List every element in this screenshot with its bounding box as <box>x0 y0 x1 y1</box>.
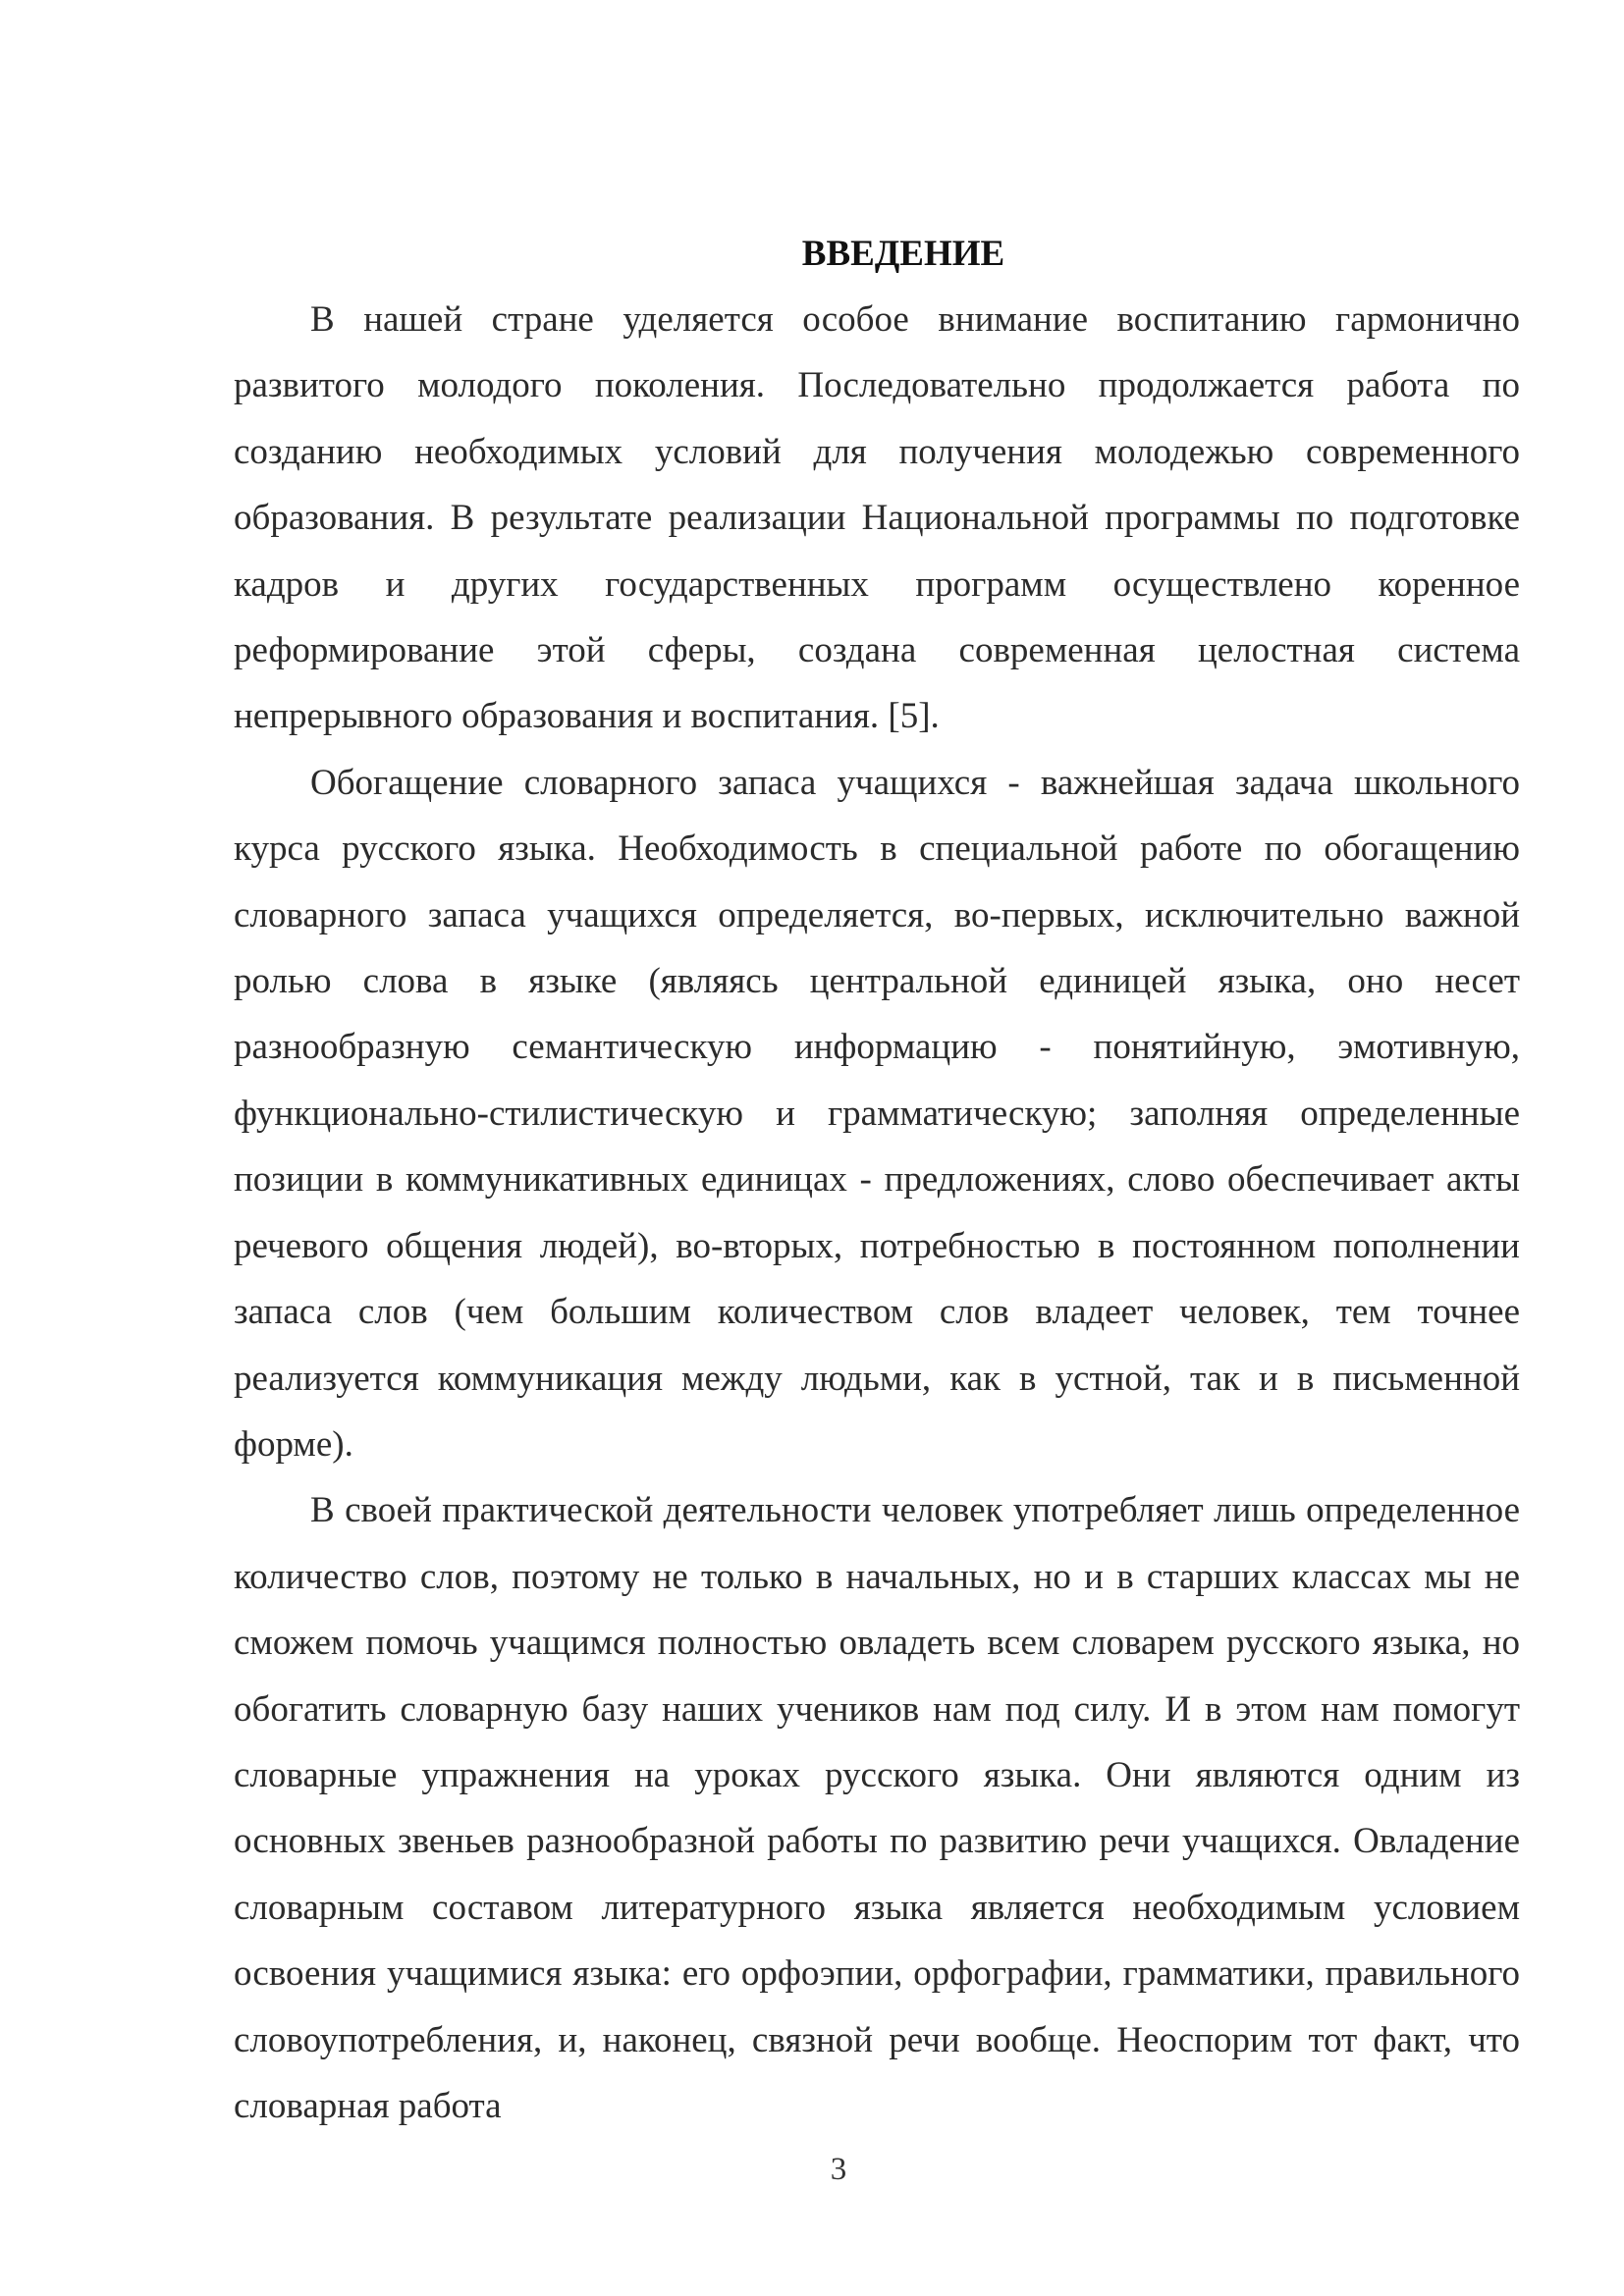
paragraph-3: В своей практической деятельности человек употребляет лишь определенное количество слов, поэтому не только в начальных, но и в старших классах мы не сможем помочь учащимся полностью овладеть всем словарем русского языка, но обогатить словарную базу наших учеников нам под силу. И в этом нам помогут словарные упражнения на уроках русского языка. Они являются одним из основных звеньев разнообразной работы по развитию речи учащихся. Овладение словарным составом литературного языка является необходимым условием освоения учащимися языка: его орфоэпии, орфографии, грамматики, правильного словоупотребления, и, наконец, связной речи вообще. Неоспорим тот факт, что словарная работа <box>234 1490 1520 2126</box>
paragraph-2: Обогащение словарного запаса учащихся - важнейшая задача школьного курса русского языка. Необходимость в специальной работе по обогащению словарного запаса учащихся определяется, во-первых, исключительно важной ролью слова в языке (являясь центральной единицей языка, оно несет разнообразную семантическую информацию - понятийную, эмотивную, функционально-стилистическую и грамматическую; заполняя определенные позиции в коммуникативных единицах - предложениях, слово обеспечивает акты речевого общения людей), во-вторых, потребностью в постоянном пополнении запаса слов (чем большим количеством слов владеет человек, тем точнее реализуется коммуникация между людьми, как в устной, так и в письменной форме). <box>234 762 1520 1465</box>
page-number <box>0 2158 1624 2181</box>
page-number-text: 3 <box>830 2158 847 2181</box>
paragraph-1: В нашей стране уделяется особое внимание воспитанию гармонично развитого молодого поколения. Последовательно продолжается работа по созданию необходимых условий для получения молодежью современного образования. В результате реализации Национальной программы по подготовке кадров и других государственных программ осуществлено коренное реформирование этой сферы, создана современная целостная система непрерывного образования и воспитания. [5]. <box>234 299 1520 737</box>
text-block <box>234 221 1520 2139</box>
section-heading: ВВЕДЕНИЕ <box>801 234 1005 274</box>
